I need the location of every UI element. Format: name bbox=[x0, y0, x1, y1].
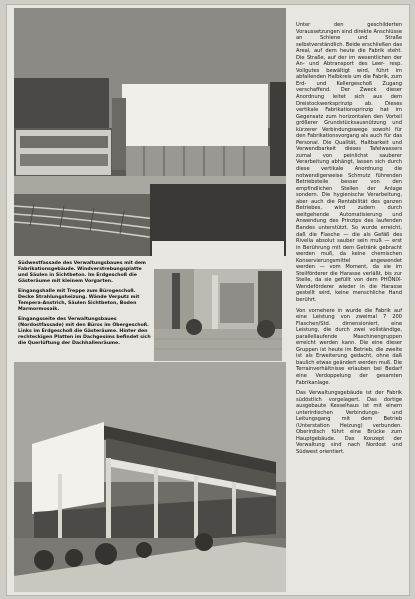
article-text-column bbox=[296, 22, 402, 592]
caption-southwest: Südwestfassade des Verwaltungsbaues mit dem Fabrikationsgebäude. Windverstrebungsplatte und Säulen in Sichtbeton. Im Erdgeschoß die Gästeräume mit kleinem Vorgarten. bbox=[18, 261, 146, 284]
body-paragraph: Unter den geschilderten Voraussetzungen sind direkte Anschlüsse an Schiene und Straße selbstverständlich. Beide erschließen das Areal, auf dem heute die Fabrik steht. Die Straße, auf der im wesentlichen der An- und Abtransport des Leer- resp. Vollgutes bewältigt wird, führt im abfallenden Halbkreis um die Fabrik, zum Erd- und Kellergeschoß Zugang verschaffend. Der Zweck dieser Anordnung leitet sich aus dem Dreistockwerksprinzip ab. Dieses vertikale Fabrikationsprinzip hat im Gegensatz zum horizontalen den Vorteil größerer Grundstücksausnützung und kürzerer Verbindungswege sowohl für den Fabrikationsvorgang als auch für das Personal. Die Qualität, Haltbarkeit und Verwendbarkeit dieses Tafelwassers zumal von peinlichst sauberer Verarbeitung abhängt, lassen sich durch diese vertikale Anordnung die notwendigerweise Schmutz führenden Betriebsteile besser von den empfindlichen Stellen der Anlage sondern. Die hygienische Verarbeitung, aber auch die Rentabilität des ganzen Betriebes, wird zudem durch weitgehende Automatisierung und Anwendung des Prinzips des laufenden Bandes unterstützt. So wurde erreicht, daß die Flasche — die als Gefäß des Rivella absolut sauber sein muß — erst in Berührung mit dem Getränk gebracht werden muß, da keine chemischen Konservierungsmittel angewendet werden — vom Moment, da sie im Steilförderer die Harasse verläßt, bis zur Stelle, da sie gefüllt von dem PHÖNIX-Wendeförderer wieder in die Harasse gestellt wird, keine menschliche Hand berührt. bbox=[296, 22, 402, 303]
photo-captions bbox=[18, 261, 152, 351]
magazine-page bbox=[6, 4, 410, 596]
caption-northeast: Eingangsseite des Verwaltungsbaues (Nordostfassade) mit den Büros im Obergeschoß. Links im Erdgeschoß die Gästeräume. Hinter den rechteckigen Platten im Dachgesims befindet sich die Querlüftung der Dachhallenräume. bbox=[18, 317, 151, 346]
factory-exterior-photo bbox=[14, 8, 286, 256]
body-paragraph: Von vornehere in wurde die Fabrik auf eine Leistung von zweimal 7 200 Flaschen/Std. dimensioniert, eine Leistung, die durch zwei vollständige, parallellaufende Maschinengruppen erreicht werden kann. Die eine dieser Gruppen ist heute im Betrieb, die zweite ist als Erweiterung gedacht, ohne daß baulich etwas geändert werden muß. Die Terrainverhältnisse erlauben bei Bedarf eine Verdoppelung der gesamten Fabrikanlage. bbox=[296, 307, 402, 386]
administration-building-photo bbox=[14, 362, 286, 592]
entrance-hall-photo bbox=[152, 241, 284, 363]
caption-entrance-hall: Eingangshalle mit Treppe zum Bürogeschoß. Decke Strahlungsheizung. Wände Verputz mit Tempera-Anstrich, Säulen Sichtbeton, Boden Marmormosaik. bbox=[18, 289, 140, 312]
body-paragraph: Das Verwaltungsgebäude ist der Fabrik südöstlich vorgelagert. Das dortige ausgebaute Kesselhaus ist mit einem unterirdischen Verbindungs- und Leitungsgang mit dem Betrieb (Unterstation Heizung) verbunden. Oberirdisch führt eine Brücke zum Hauptgebäude. Das Konzept der Verwaltung sind nach Nordost und Südwest orientiert. bbox=[296, 390, 402, 455]
